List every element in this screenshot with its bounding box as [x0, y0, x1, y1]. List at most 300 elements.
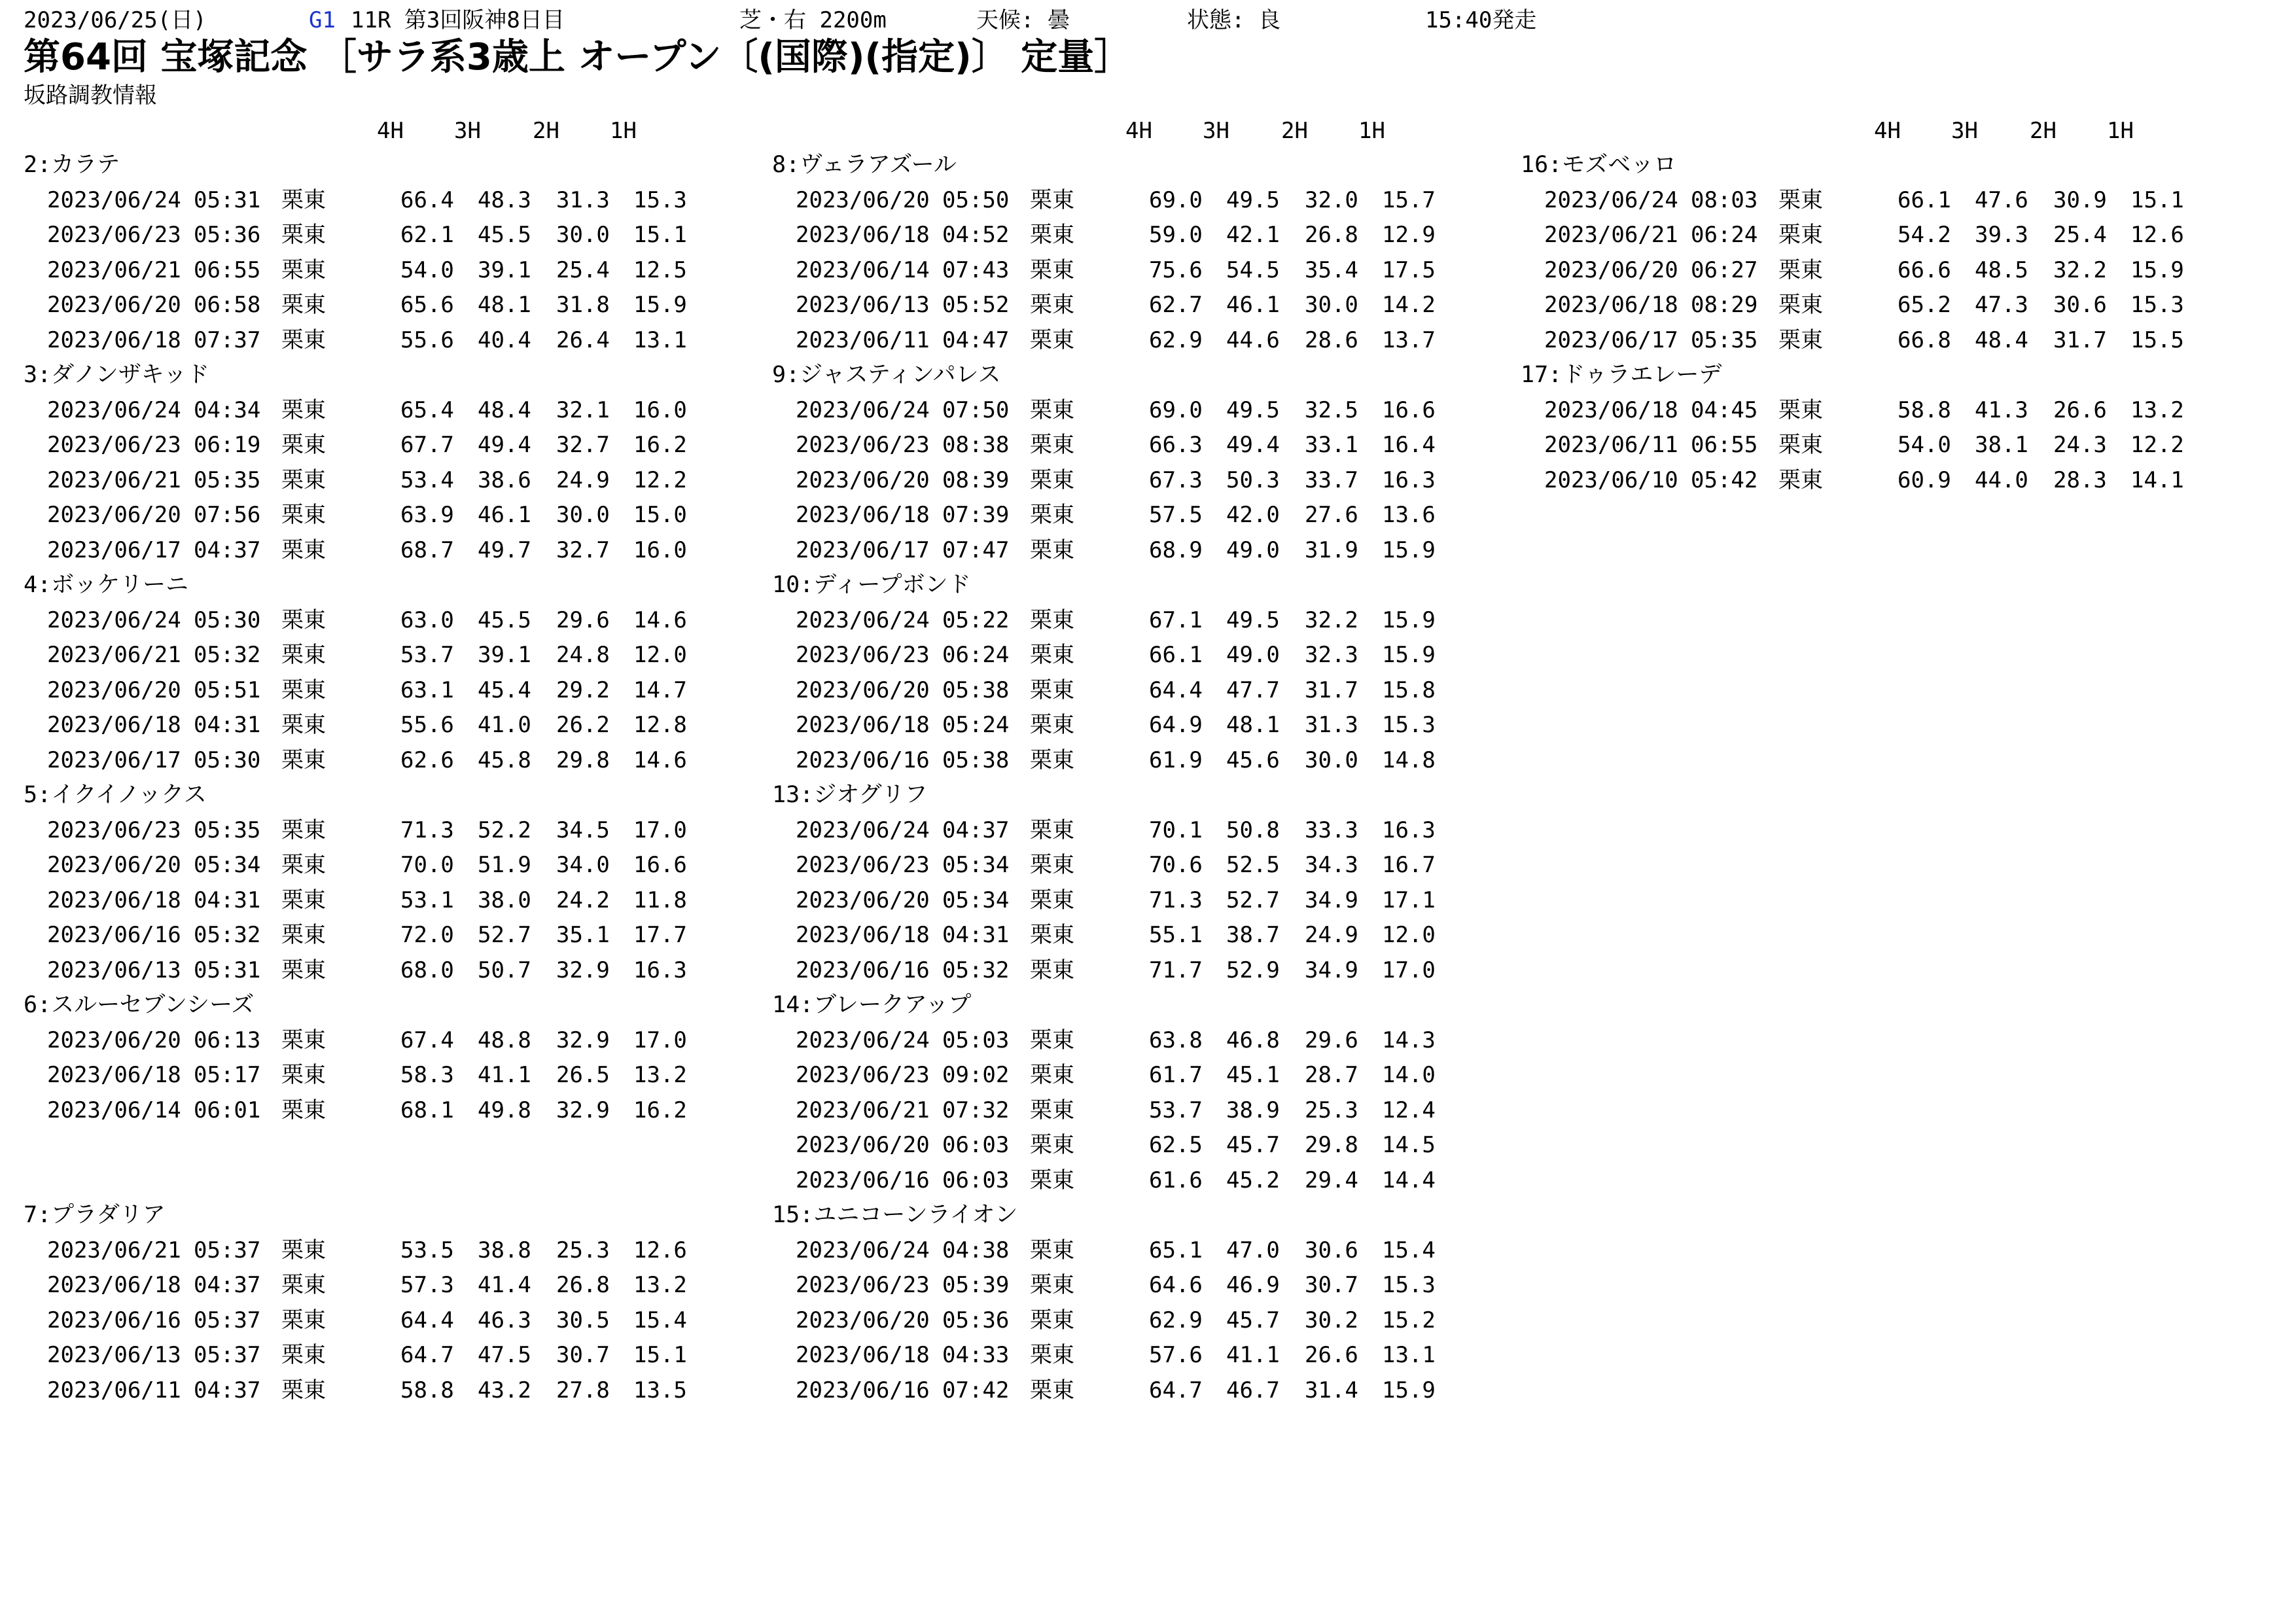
time-4h: 54.2 — [1898, 222, 1951, 248]
time-1h: 15.9 — [1382, 642, 1436, 668]
training-date: 2023/06/20 — [796, 1132, 930, 1158]
training-center: 栗東 — [1030, 256, 1074, 283]
training-row — [0, 1268, 733, 1303]
time-4h: 68.9 — [1149, 537, 1203, 563]
training-row — [749, 1023, 1481, 1059]
horse-name: 2:カラテ — [24, 152, 120, 178]
time-3h: 47.5 — [478, 1342, 531, 1368]
training-center: 栗東 — [1030, 922, 1074, 948]
training-date: 2023/06/11 — [796, 326, 930, 353]
time-3h: 45.7 — [1226, 1132, 1280, 1158]
time-4h: 63.8 — [1149, 1027, 1203, 1053]
time-1h: 16.0 — [633, 397, 687, 423]
time-2h: 29.6 — [556, 607, 610, 633]
time-4h: 62.1 — [400, 222, 454, 248]
horse-name: 14:ブレークアップ — [772, 992, 972, 1018]
training-center: 栗東 — [281, 467, 326, 493]
column-1 — [0, 114, 733, 1408]
training-row — [749, 428, 1481, 463]
training-row — [749, 848, 1481, 883]
training-row — [0, 603, 733, 639]
training-row — [0, 638, 733, 673]
time-4h: 66.4 — [400, 186, 454, 213]
time-4h: 59.0 — [1149, 222, 1203, 248]
training-time: 04:37 — [942, 817, 1010, 843]
column-header — [1497, 114, 2230, 148]
training-date: 2023/06/21 — [47, 1237, 181, 1263]
time-2h: 30.7 — [1305, 1272, 1358, 1298]
training-row — [749, 1093, 1481, 1129]
training-time: 07:32 — [942, 1097, 1010, 1123]
training-center: 栗東 — [1030, 292, 1074, 318]
training-date: 2023/06/18 — [47, 1062, 181, 1088]
training-date: 2023/06/21 — [47, 642, 181, 668]
time-4h: 66.8 — [1898, 326, 1951, 353]
time-1h: 16.0 — [633, 537, 687, 563]
training-center: 栗東 — [281, 326, 326, 353]
time-2h: 29.6 — [1305, 1027, 1358, 1053]
time-2h: 30.9 — [2053, 186, 2107, 213]
time-3h: 45.5 — [478, 607, 531, 633]
time-2h: 30.0 — [556, 222, 610, 248]
training-date: 2023/06/16 — [47, 922, 181, 948]
time-2h: 32.7 — [556, 537, 610, 563]
time-3h: 38.9 — [1226, 1097, 1280, 1123]
training-row — [1497, 183, 2230, 219]
time-1h: 14.2 — [1382, 292, 1436, 318]
weather-info: 天候: 曇 — [976, 7, 1070, 33]
time-4h: 66.1 — [1149, 642, 1203, 668]
time-4h: 69.0 — [1149, 186, 1203, 213]
time-3h: 50.3 — [1226, 467, 1280, 493]
training-date: 2023/06/13 — [796, 292, 930, 318]
training-center: 栗東 — [1778, 397, 1823, 423]
training-time: 05:37 — [194, 1307, 261, 1333]
time-4h: 61.6 — [1149, 1167, 1203, 1193]
training-row — [749, 1303, 1481, 1339]
training-date: 2023/06/23 — [796, 852, 930, 878]
training-time: 05:24 — [942, 712, 1010, 738]
time-3h: 45.5 — [478, 222, 531, 248]
training-date: 2023/06/11 — [1544, 432, 1678, 458]
race-info-bar — [24, 5, 2248, 35]
training-row — [0, 1058, 733, 1093]
training-center: 栗東 — [281, 256, 326, 283]
training-date: 2023/06/20 — [796, 677, 930, 703]
training-time: 05:35 — [194, 467, 261, 493]
training-row — [749, 883, 1481, 919]
horse-block — [749, 358, 1481, 568]
training-time: 04:31 — [194, 712, 261, 738]
training-center: 栗東 — [1778, 326, 1823, 353]
training-time: 06:03 — [942, 1167, 1010, 1193]
time-4h: 67.7 — [400, 432, 454, 458]
time-2h: 30.6 — [1305, 1237, 1358, 1263]
training-date: 2023/06/11 — [47, 1377, 181, 1403]
training-time: 06:55 — [194, 256, 261, 283]
time-3h: 49.5 — [1226, 186, 1280, 213]
time-3h: 52.7 — [1226, 887, 1280, 913]
training-time: 05:35 — [1691, 326, 1758, 353]
time-2h: 31.7 — [1305, 677, 1358, 703]
time-4h: 67.4 — [400, 1027, 454, 1053]
time-3h: 45.8 — [478, 747, 531, 773]
time-3h: 41.4 — [478, 1272, 531, 1298]
training-center: 栗東 — [281, 817, 326, 843]
training-row — [0, 393, 733, 429]
header-1h: 1H — [1358, 118, 1385, 144]
training-center: 栗東 — [1778, 292, 1823, 318]
time-1h: 15.9 — [2130, 256, 2184, 283]
horse-name: 8:ヴェラアズール — [772, 152, 957, 178]
time-2h: 34.9 — [1305, 887, 1358, 913]
training-time: 05:37 — [194, 1237, 261, 1263]
time-4h: 70.1 — [1149, 817, 1203, 843]
training-center: 栗東 — [281, 1097, 326, 1123]
time-1h: 15.4 — [1382, 1237, 1436, 1263]
horse-name: 7:プラダリア — [24, 1202, 166, 1228]
time-3h: 44.6 — [1226, 326, 1280, 353]
training-row — [1497, 288, 2230, 323]
training-time: 06:24 — [1691, 222, 1758, 248]
horse-name: 3:ダノンザキッド — [24, 362, 209, 388]
time-4h: 65.2 — [1898, 292, 1951, 318]
time-2h: 29.2 — [556, 677, 610, 703]
time-4h: 62.9 — [1149, 326, 1203, 353]
time-3h: 46.1 — [478, 502, 531, 528]
time-3h: 40.4 — [478, 326, 531, 353]
training-time: 08:38 — [942, 432, 1010, 458]
training-time: 08:03 — [1691, 186, 1758, 213]
training-row — [0, 1233, 733, 1269]
time-2h: 32.5 — [1305, 397, 1358, 423]
time-4h: 62.5 — [1149, 1132, 1203, 1158]
time-4h: 66.6 — [1898, 256, 1951, 283]
training-date: 2023/06/17 — [47, 537, 181, 563]
horse-block — [0, 568, 733, 778]
time-4h: 70.0 — [400, 852, 454, 878]
time-4h: 64.6 — [1149, 1272, 1203, 1298]
time-3h: 39.1 — [478, 256, 531, 283]
training-date: 2023/06/23 — [47, 222, 181, 248]
training-center: 栗東 — [281, 712, 326, 738]
training-row — [749, 183, 1481, 219]
training-time: 05:34 — [942, 852, 1010, 878]
time-3h: 47.3 — [1975, 292, 2028, 318]
training-time: 05:50 — [942, 186, 1010, 213]
time-4h: 63.0 — [400, 607, 454, 633]
time-3h: 41.1 — [478, 1062, 531, 1088]
time-4h: 64.7 — [400, 1342, 454, 1368]
training-time: 04:33 — [942, 1342, 1010, 1368]
training-time: 05:32 — [194, 922, 261, 948]
time-1h: 13.2 — [633, 1272, 687, 1298]
training-time: 04:31 — [942, 922, 1010, 948]
training-date: 2023/06/20 — [47, 502, 181, 528]
header-2h: 2H — [533, 118, 559, 144]
time-1h: 12.6 — [633, 1237, 687, 1263]
time-3h: 46.7 — [1226, 1377, 1280, 1403]
time-1h: 15.3 — [633, 186, 687, 213]
time-3h: 48.4 — [478, 397, 531, 423]
time-1h: 15.2 — [1382, 1307, 1436, 1333]
training-date: 2023/06/20 — [796, 467, 930, 493]
training-row — [749, 498, 1481, 533]
time-3h: 43.2 — [478, 1377, 531, 1403]
time-2h: 32.0 — [1305, 186, 1358, 213]
horse-name: 16:モズベッロ — [1521, 152, 1677, 178]
time-2h: 30.0 — [1305, 747, 1358, 773]
training-center: 栗東 — [281, 1377, 326, 1403]
time-3h: 48.4 — [1975, 326, 2028, 353]
time-2h: 24.3 — [2053, 432, 2107, 458]
time-2h: 31.7 — [2053, 326, 2107, 353]
training-time: 08:29 — [1691, 292, 1758, 318]
time-1h: 16.6 — [1382, 397, 1436, 423]
time-4h: 61.7 — [1149, 1062, 1203, 1088]
time-3h: 41.1 — [1226, 1342, 1280, 1368]
training-row — [1497, 218, 2230, 253]
training-date: 2023/06/24 — [796, 397, 930, 423]
time-4h: 66.3 — [1149, 432, 1203, 458]
training-center: 栗東 — [1030, 1027, 1074, 1053]
horse-block — [1497, 148, 2230, 358]
training-row — [749, 673, 1481, 709]
training-time: 05:36 — [942, 1307, 1010, 1333]
training-time: 07:50 — [942, 397, 1010, 423]
training-time: 05:32 — [194, 642, 261, 668]
time-3h: 47.7 — [1226, 677, 1280, 703]
page-subtitle: 坂路調教情報 — [24, 82, 157, 109]
start-time: 15:40発走 — [1425, 7, 1537, 33]
horse-name: 10:ディープボンド — [772, 572, 971, 598]
training-time: 04:47 — [942, 326, 1010, 353]
training-time: 05:22 — [942, 607, 1010, 633]
time-1h: 17.0 — [633, 1027, 687, 1053]
training-time: 07:56 — [194, 502, 261, 528]
time-3h: 48.8 — [478, 1027, 531, 1053]
time-4h: 53.4 — [400, 467, 454, 493]
training-date: 2023/06/21 — [796, 1097, 930, 1123]
horse-block — [749, 148, 1481, 358]
training-row — [749, 953, 1481, 989]
time-1h: 12.0 — [1382, 922, 1436, 948]
time-3h: 50.7 — [478, 957, 531, 983]
horse-name: 9:ジャスティンパレス — [772, 362, 1001, 388]
header-4h: 4H — [377, 118, 404, 144]
time-4h: 54.0 — [400, 256, 454, 283]
time-2h: 26.8 — [1305, 222, 1358, 248]
training-date: 2023/06/13 — [47, 957, 181, 983]
training-center: 栗東 — [1030, 607, 1074, 633]
training-row — [0, 953, 733, 989]
column-header — [749, 114, 1481, 148]
time-1h: 14.1 — [2130, 467, 2184, 493]
time-3h: 49.0 — [1226, 642, 1280, 668]
training-row — [749, 743, 1481, 779]
training-row — [749, 393, 1481, 429]
training-date: 2023/06/23 — [796, 432, 930, 458]
training-row — [749, 1373, 1481, 1409]
training-date: 2023/06/24 — [796, 817, 930, 843]
training-time: 05:17 — [194, 1062, 261, 1088]
time-2h: 29.8 — [556, 747, 610, 773]
time-3h: 38.6 — [478, 467, 531, 493]
training-time: 04:34 — [194, 397, 261, 423]
time-2h: 30.2 — [1305, 1307, 1358, 1333]
training-time: 06:27 — [1691, 256, 1758, 283]
training-row — [0, 918, 733, 953]
time-2h: 30.7 — [556, 1342, 610, 1368]
training-center: 栗東 — [281, 222, 326, 248]
training-row — [0, 813, 733, 849]
time-2h: 26.5 — [556, 1062, 610, 1088]
horse-name: 6:スルーセブンシーズ — [24, 992, 255, 1018]
training-time: 05:37 — [194, 1342, 261, 1368]
time-1h: 13.2 — [633, 1062, 687, 1088]
training-time: 05:34 — [194, 852, 261, 878]
training-center: 栗東 — [1030, 432, 1074, 458]
time-4h: 58.8 — [1898, 397, 1951, 423]
time-1h: 12.5 — [633, 256, 687, 283]
training-row — [749, 638, 1481, 673]
training-time: 06:58 — [194, 292, 261, 318]
grade-badge: G1 — [309, 7, 336, 33]
training-date: 2023/06/21 — [47, 467, 181, 493]
training-center: 栗東 — [1030, 502, 1074, 528]
training-center: 栗東 — [281, 397, 326, 423]
time-2h: 25.3 — [556, 1237, 610, 1263]
time-3h: 47.6 — [1975, 186, 2028, 213]
time-4h: 63.9 — [400, 502, 454, 528]
horse-name: 5:イクイノックス — [24, 782, 207, 808]
time-1h: 15.9 — [1382, 1377, 1436, 1403]
training-center: 栗東 — [281, 607, 326, 633]
time-1h: 15.9 — [1382, 607, 1436, 633]
time-4h: 68.1 — [400, 1097, 454, 1123]
training-row — [0, 218, 733, 253]
training-row — [749, 1163, 1481, 1199]
time-3h: 49.7 — [478, 537, 531, 563]
training-date: 2023/06/18 — [1544, 397, 1678, 423]
training-time: 07:42 — [942, 1377, 1010, 1403]
training-row — [0, 533, 733, 569]
training-center: 栗東 — [1030, 817, 1074, 843]
training-row — [749, 1338, 1481, 1373]
time-4h: 58.8 — [400, 1377, 454, 1403]
training-center: 栗東 — [1030, 326, 1074, 353]
time-2h: 32.9 — [556, 1027, 610, 1053]
training-row — [0, 253, 733, 289]
time-1h: 15.8 — [1382, 677, 1436, 703]
time-2h: 28.3 — [2053, 467, 2107, 493]
time-3h: 41.3 — [1975, 397, 2028, 423]
time-3h: 46.9 — [1226, 1272, 1280, 1298]
training-center: 栗東 — [281, 432, 326, 458]
time-2h: 30.0 — [1305, 292, 1358, 318]
training-date: 2023/06/23 — [47, 817, 181, 843]
training-date: 2023/06/16 — [796, 957, 930, 983]
training-center: 栗東 — [281, 642, 326, 668]
training-row — [1497, 463, 2230, 499]
column-3 — [1497, 114, 2230, 498]
training-time: 04:37 — [194, 1377, 261, 1403]
time-4h: 53.7 — [1149, 1097, 1203, 1123]
time-3h: 45.6 — [1226, 747, 1280, 773]
time-1h: 16.4 — [1382, 432, 1436, 458]
time-4h: 64.7 — [1149, 1377, 1203, 1403]
time-2h: 34.5 — [556, 817, 610, 843]
training-row — [1497, 323, 2230, 359]
horse-name: 13:ジオグリフ — [772, 782, 928, 808]
training-time: 05:30 — [194, 747, 261, 773]
time-2h: 32.9 — [556, 1097, 610, 1123]
training-time: 04:38 — [942, 1237, 1010, 1263]
horse-block — [749, 778, 1481, 988]
horse-block — [749, 568, 1481, 778]
time-3h: 45.1 — [1226, 1062, 1280, 1088]
training-center: 栗東 — [1030, 1167, 1074, 1193]
time-1h: 15.1 — [633, 222, 687, 248]
time-2h: 35.1 — [556, 922, 610, 948]
time-1h: 12.9 — [1382, 222, 1436, 248]
time-2h: 32.2 — [2053, 256, 2107, 283]
horse-block — [1497, 358, 2230, 498]
training-row — [749, 918, 1481, 953]
header-3h: 3H — [454, 118, 481, 144]
time-2h: 30.6 — [2053, 292, 2107, 318]
training-row — [0, 463, 733, 499]
time-1h: 15.4 — [633, 1307, 687, 1333]
time-1h: 16.2 — [633, 432, 687, 458]
time-1h: 17.0 — [1382, 957, 1436, 983]
horse-block — [0, 1198, 733, 1408]
training-time: 05:52 — [942, 292, 1010, 318]
time-2h: 26.2 — [556, 712, 610, 738]
time-2h: 27.8 — [556, 1377, 610, 1403]
time-3h: 46.8 — [1226, 1027, 1280, 1053]
blank-row — [0, 1163, 733, 1199]
training-date: 2023/06/14 — [47, 1097, 181, 1123]
time-2h: 32.9 — [556, 957, 610, 983]
training-center: 栗東 — [281, 292, 326, 318]
training-time: 06:19 — [194, 432, 261, 458]
time-4h: 62.9 — [1149, 1307, 1203, 1333]
training-date: 2023/06/18 — [796, 712, 930, 738]
time-3h: 45.4 — [478, 677, 531, 703]
time-2h: 35.4 — [1305, 256, 1358, 283]
training-time: 04:52 — [942, 222, 1010, 248]
header-3h: 3H — [1951, 118, 1978, 144]
training-date: 2023/06/24 — [47, 397, 181, 423]
time-2h: 32.3 — [1305, 642, 1358, 668]
time-2h: 31.9 — [1305, 537, 1358, 563]
header-2h: 2H — [1281, 118, 1308, 144]
training-center: 栗東 — [1778, 186, 1823, 213]
time-3h: 49.4 — [478, 432, 531, 458]
time-2h: 25.3 — [1305, 1097, 1358, 1123]
training-row — [0, 708, 733, 743]
horse-block — [749, 988, 1481, 1198]
training-center: 栗東 — [1030, 1342, 1074, 1368]
time-1h: 15.3 — [1382, 712, 1436, 738]
time-3h: 42.1 — [1226, 222, 1280, 248]
time-1h: 12.8 — [633, 712, 687, 738]
training-date: 2023/06/18 — [796, 502, 930, 528]
training-date: 2023/06/24 — [796, 1027, 930, 1053]
time-3h: 49.5 — [1226, 397, 1280, 423]
training-center: 栗東 — [281, 1027, 326, 1053]
